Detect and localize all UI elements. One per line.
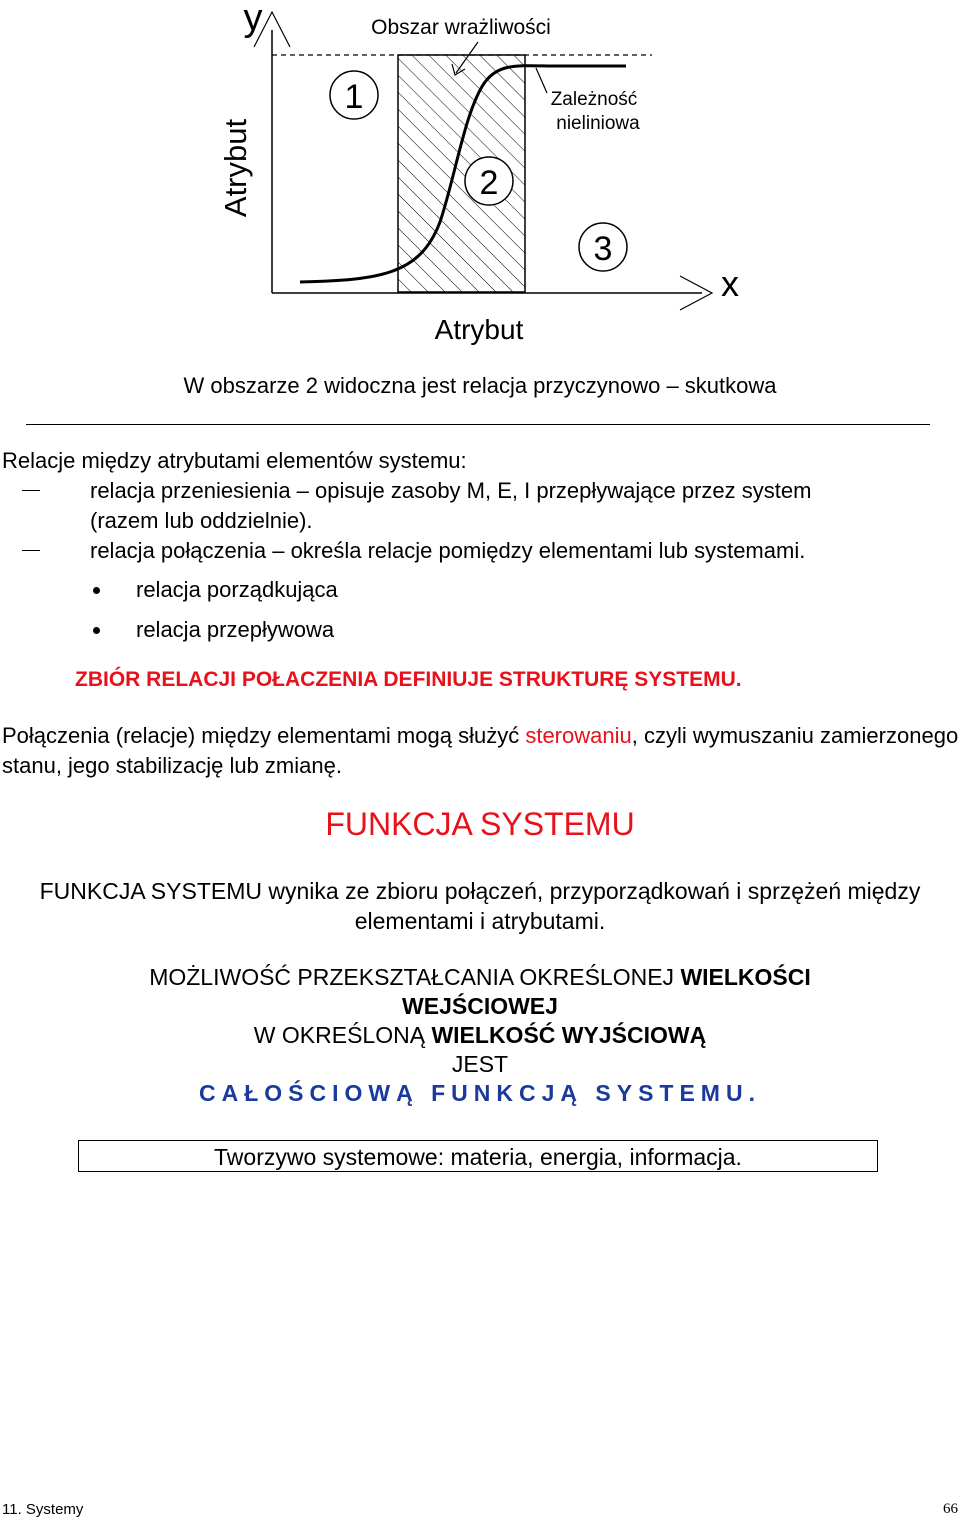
highlight-term: sterowaniu <box>525 723 632 748</box>
possibility-text: W OKREŚLONĄ <box>253 1022 432 1048</box>
dash-marker <box>22 490 40 491</box>
list-item-text: relacja porządkująca <box>136 577 338 602</box>
possibility-text: MOŻLIWOŚĆ PRZEKSZTAŁCANIA OKREŚLONEJ <box>149 964 681 990</box>
divider <box>26 424 930 425</box>
list-item-text: relacja połączenia – określa relacje pomiędzy elementami lub systemami. <box>90 538 806 563</box>
footer-chapter: 11. Systemy <box>2 1501 84 1518</box>
possibility-line-3 <box>0 1021 960 1050</box>
list-item-text: (razem lub oddzielnie). <box>90 508 313 533</box>
possibility-line-2: WEJŚCIOWEJ <box>402 993 558 1019</box>
sensitivity-diagram <box>0 0 960 350</box>
region-3-label: 3 <box>593 230 613 268</box>
possibility-line-4: JEST <box>451 1051 509 1077</box>
system-material-box: Tworzywo systemowe: materia, energia, informacja. <box>78 1140 878 1172</box>
x-label: x <box>721 263 739 304</box>
y-axis-title: Atrybut <box>218 118 253 218</box>
sensitivity-label: Obszar wrażliwości <box>371 16 551 39</box>
function-title: FUNKCJA SYSTEMU <box>325 806 635 842</box>
possibility-bold: WIELKOŚĆ WYJŚCIOWĄ <box>431 1022 707 1048</box>
function-text: FUNKCJA SYSTEMU wynika ze zbioru połączeń, przyporządkowań i sprzężeń między elementami i atrybutami. <box>39 878 921 934</box>
nonlinear-pointer <box>536 68 547 93</box>
nonlinear-label-2: nieliniowa <box>556 113 640 134</box>
bullet-icon <box>93 587 100 594</box>
possibility-line-1 <box>0 963 960 992</box>
diagram-caption: W obszarze 2 widoczna jest relacja przyczynowo – skutkowa <box>183 373 777 398</box>
list-item-text: relacja przepływowa <box>136 617 335 642</box>
possibility-bold: WIELKOŚCI <box>680 964 811 990</box>
paragraph-text: , czyli wymuszaniu zamierzonego stanu, jego stabilizację lub zmianę. <box>2 723 959 778</box>
bullet-icon <box>93 627 100 634</box>
relations-intro: Relacje między atrybutami elementów systemu: <box>2 448 467 473</box>
structure-heading: ZBIÓR RELACJI POŁACZENIA DEFINIUJE STRUKTURĘ SYSTEMU. <box>75 668 742 691</box>
list-item-text: relacja przeniesienia – opisuje zasoby M, E, I przepływające przez system <box>90 478 812 503</box>
holistic-function-statement: CAŁOŚCIOWĄ FUNKCJĄ SYSTEMU. <box>199 1080 761 1106</box>
page-number: 66 <box>943 1501 958 1517</box>
control-paragraph <box>2 721 960 781</box>
paragraph-text: Połączenia (relacje) między elementami mogą służyć <box>2 723 526 748</box>
region-2-label: 2 <box>479 164 499 202</box>
x-axis-title: Atrybut <box>434 314 524 345</box>
y-label: y <box>243 0 263 39</box>
nonlinear-label-1: Zależność <box>550 89 638 110</box>
region-1-label: 1 <box>344 78 364 116</box>
dash-marker <box>22 550 40 551</box>
